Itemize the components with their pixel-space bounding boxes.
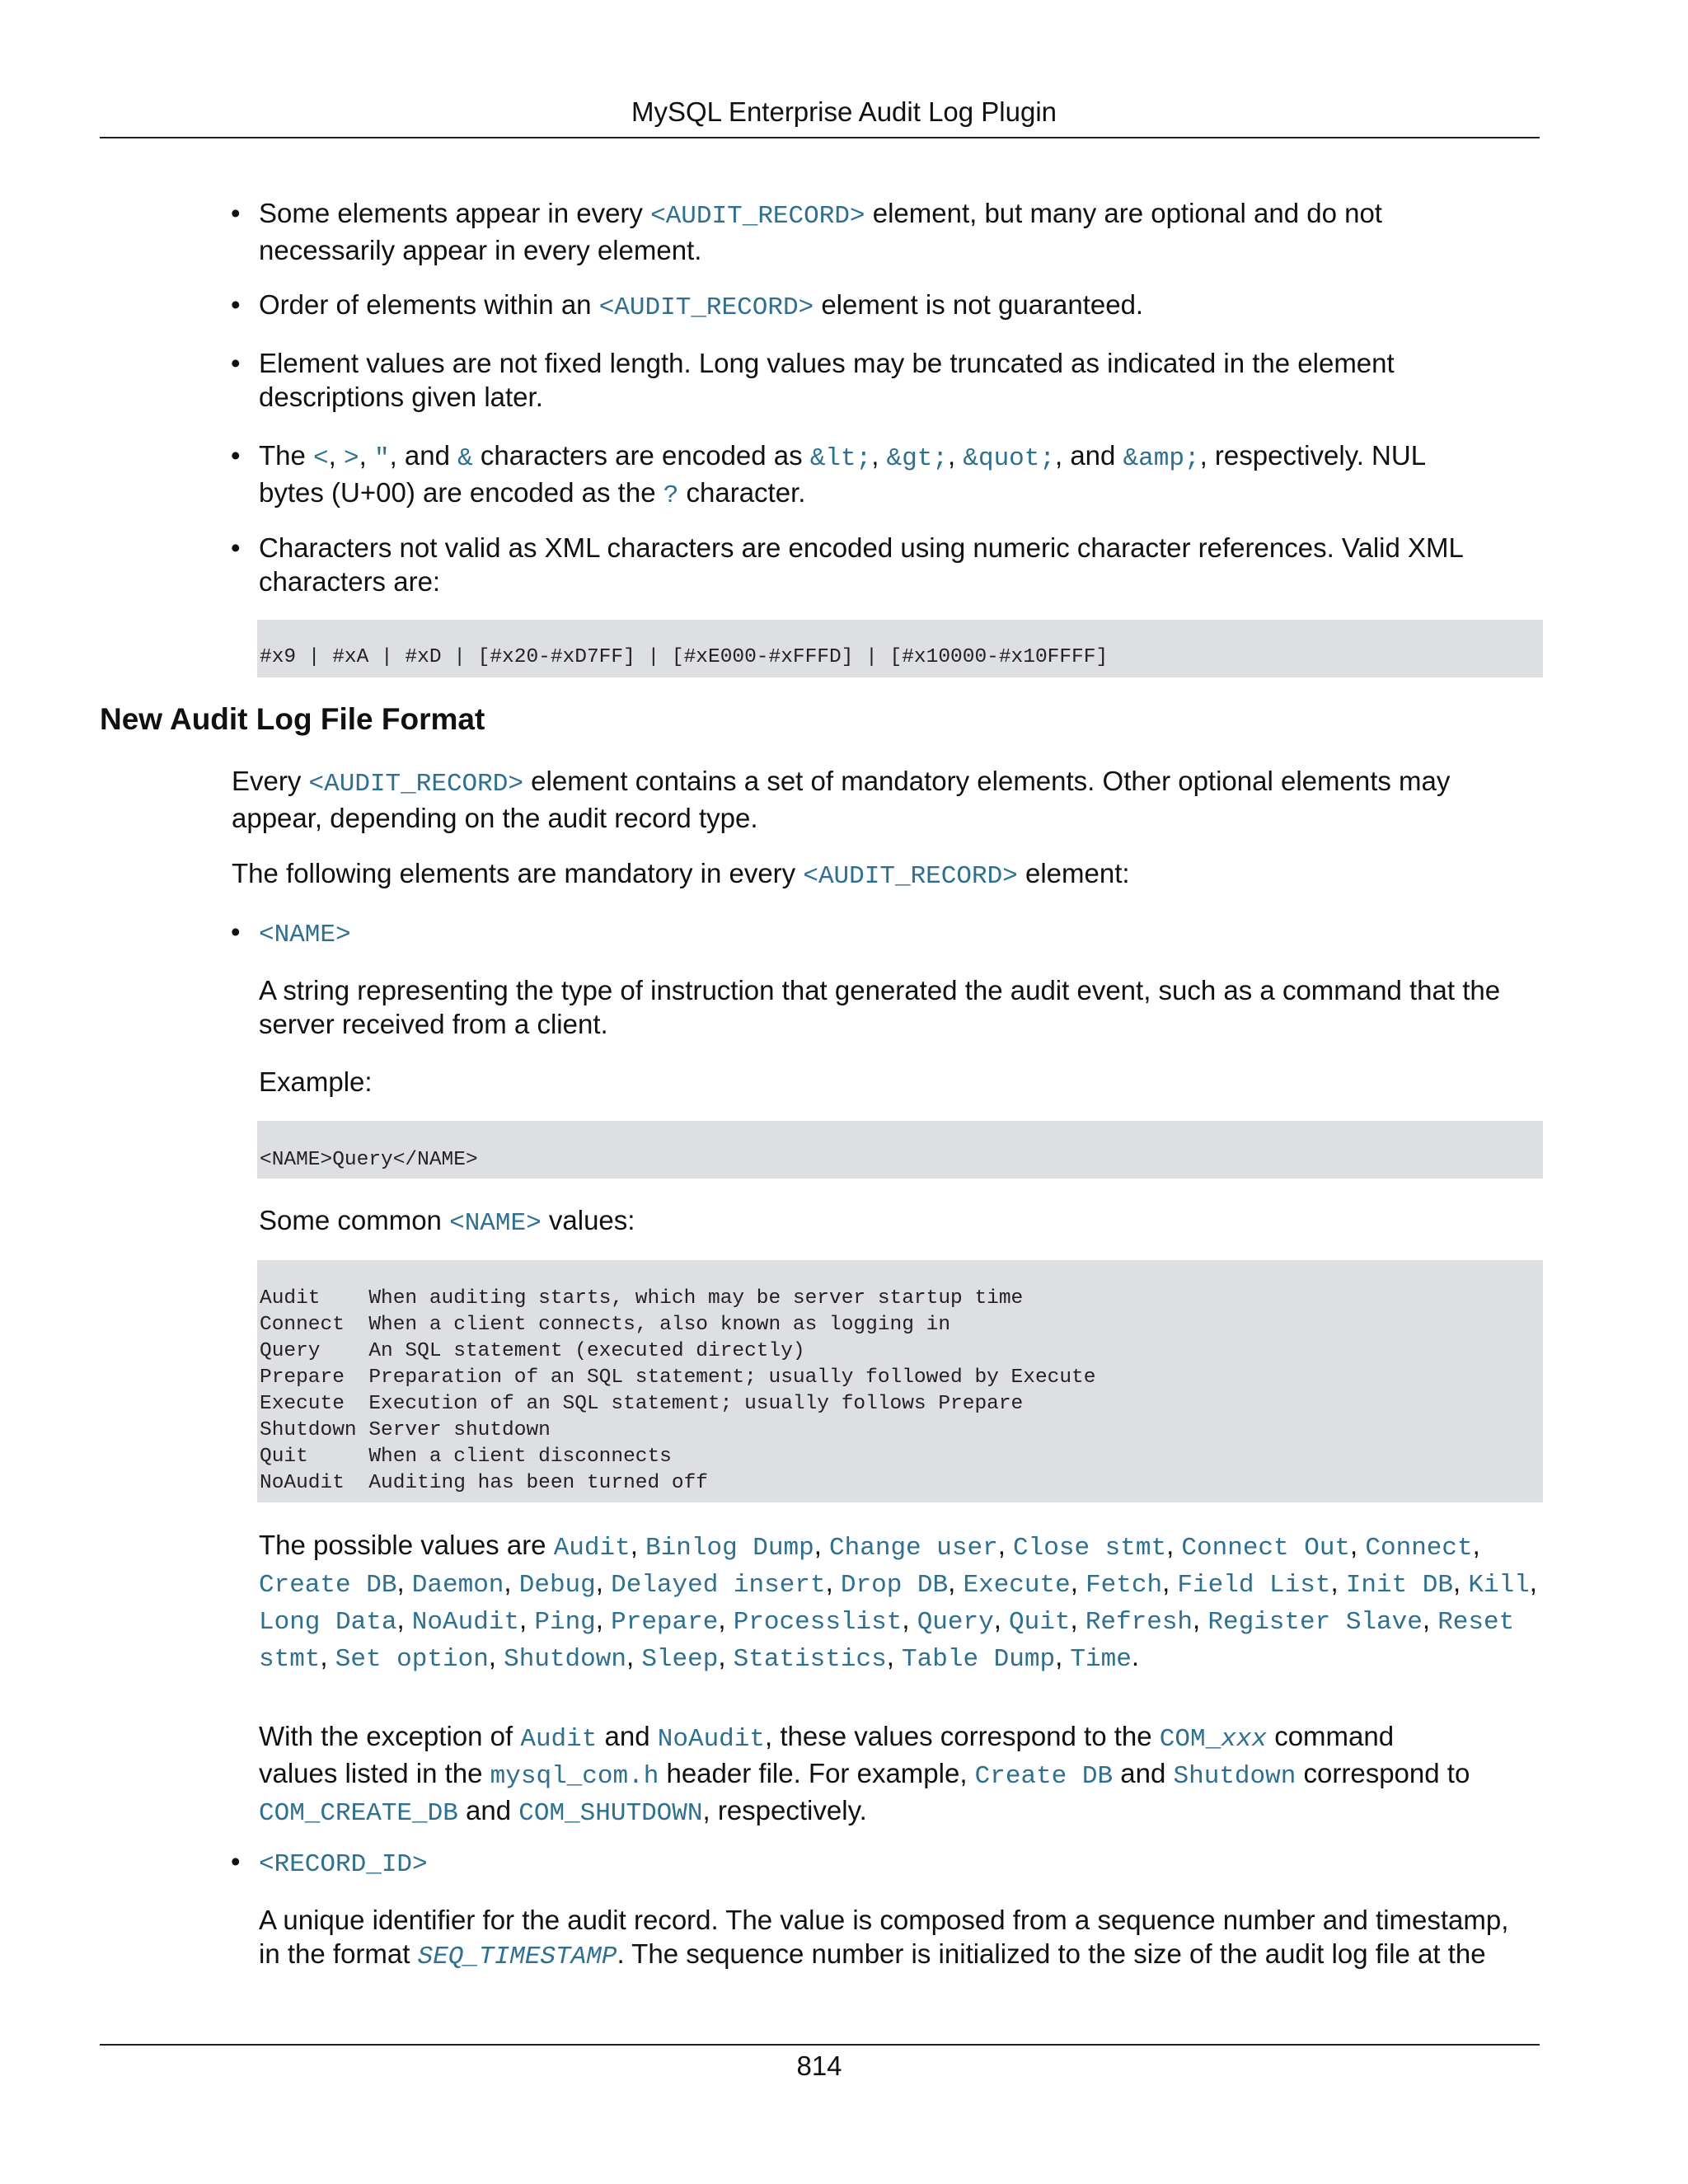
- bullet-marker: •: [231, 289, 241, 320]
- code-entity-amp: &amp;: [1123, 444, 1200, 473]
- list-item-text: Element values are not fixed length. Long values may be truncated as indicated in the element: [259, 348, 1395, 378]
- possible-value: Change user: [829, 1534, 998, 1563]
- possible-value: Set option: [335, 1645, 489, 1674]
- possible-value: Delayed insert: [611, 1571, 826, 1600]
- bullet-marker: •: [231, 348, 241, 378]
- possible-value: Daemon: [411, 1571, 504, 1600]
- code-audit-record: <AUDIT_RECORD>: [598, 293, 814, 322]
- bullet-marker: •: [231, 916, 241, 947]
- code-entity-quot: &quot;: [963, 444, 1055, 473]
- intro-text: Every <AUDIT_RECORD> element contains a set of mandatory elements. Other optional elements may: [232, 766, 1451, 799]
- possible-value: Query: [917, 1608, 994, 1637]
- element-name-tag: [259, 915, 351, 952]
- possible-value: NoAudit: [411, 1608, 520, 1637]
- code-question: ?: [663, 481, 679, 510]
- list-item-text: Characters not valid as XML characters are encoded using numeric character references. Valid XML: [259, 532, 1464, 563]
- example-label: Example:: [259, 1066, 373, 1097]
- possible-value: Debug: [518, 1571, 596, 1600]
- possible-value: Time: [1070, 1645, 1132, 1674]
- exception-text-cont: values listed in the mysql_com.h header file. For example, Create DB and Shutdown correspond to: [259, 1758, 1470, 1791]
- possible-value: Execute: [963, 1571, 1071, 1600]
- record-id-description: [259, 1903, 1561, 1974]
- list-item: [259, 531, 1545, 598]
- possible-value: Init DB: [1345, 1571, 1454, 1600]
- code-lt: <: [313, 444, 329, 473]
- code-create-db: Create DB: [974, 1762, 1114, 1791]
- bullet-marker: •: [231, 1846, 241, 1877]
- possible-value: Kill: [1468, 1571, 1530, 1600]
- code-block-common-values: Audit When auditing starts, which may be server startup time Connect When a client connects, also known as logging in Query An SQL statement (executed directly) Prepare Preparation of an SQL statement; usually followed by Execute Execute Execution of an SQL statement; usually follows Prepare Shutdown Server shutdown Quit When a client disconnects NoAudit Auditing has been turned off: [257, 1260, 1543, 1502]
- code-com-xxx: COM_xxx: [1159, 1725, 1268, 1754]
- code-block-name-example: <NAME>Query</NAME>: [257, 1121, 1543, 1179]
- possible-value: Statistics: [733, 1645, 887, 1674]
- list-item: [259, 288, 1545, 325]
- intro-text-cont: appear, depending on the audit record type.: [232, 803, 758, 833]
- code-shutdown: Shutdown: [1173, 1762, 1296, 1791]
- description-text: A unique identifier for the audit record. The value is composed from a sequence number and timestamp,: [259, 1905, 1509, 1935]
- code-audit-record: <AUDIT_RECORD>: [650, 202, 865, 231]
- exception-paragraph: [259, 1719, 1561, 1830]
- code-entity-lt: &lt;: [809, 444, 872, 473]
- code-entity-gt: &gt;: [886, 444, 949, 473]
- code-noaudit: NoAudit: [657, 1725, 765, 1754]
- possible-value: Ping: [534, 1608, 596, 1637]
- description-text: A string representing the type of instruction that generated the audit event, such as a command that the: [259, 975, 1501, 1005]
- possible-value: Processlist: [733, 1608, 903, 1637]
- element-record-id-tag: [259, 1844, 428, 1882]
- possible-value: Audit: [553, 1534, 631, 1563]
- section-heading: New Audit Log File Format: [100, 702, 485, 736]
- bullet-marker: •: [231, 532, 241, 563]
- common-values-intro: [259, 1203, 635, 1240]
- possible-value: Fetch: [1085, 1571, 1163, 1600]
- possible-value: Refresh: [1085, 1608, 1193, 1637]
- code-gt: >: [344, 444, 359, 473]
- header-divider: [100, 137, 1540, 138]
- code-block-xml-chars: #x9 | #xA | #xD | [#x20-#xD7FF] | [#xE000-#xFFFD] | [#x10000-#x10FFFF]: [257, 620, 1543, 677]
- list-item: [259, 196, 1545, 267]
- possible-value: Sleep: [641, 1645, 719, 1674]
- list-item-text-cont: characters are:: [259, 566, 441, 597]
- possible-values-text: The possible values are Audit, Binlog Dump, Change user, Close stmt, Connect Out, Connect, Create DB, Daemon, Debug, Delayed insert, Drop DB, Execute, Fetch, Field List, Init DB, Kill, Long Data, NoAudit, Ping, Prepare, Processlist, Query, Quit, Refresh, Register Slave, Reset stmt, Set option, Shutdown, Sleep, Statistics, Table Dump, Time.: [259, 1530, 1537, 1674]
- code-quot: ": [373, 444, 390, 473]
- footer-divider: [100, 2044, 1540, 2046]
- possible-values-paragraph: [259, 1528, 1549, 1676]
- possible-value: Reset stmt: [259, 1608, 1515, 1674]
- code-record-id-tag: <RECORD_ID>: [259, 1850, 428, 1879]
- exception-text: With the exception of Audit and NoAudit, these values correspond to the COM_xxx command: [259, 1721, 1395, 1754]
- possible-value: Connect: [1365, 1534, 1473, 1563]
- list-item-text: Order of elements within an <AUDIT_RECORD> element is not guaranteed.: [259, 289, 1144, 322]
- code-seq-timestamp: SEQ_TIMESTAMP: [417, 1943, 617, 1971]
- possible-value: Create DB: [259, 1571, 397, 1600]
- exception-text-cont: COM_CREATE_DB and COM_SHUTDOWN, respectively.: [259, 1795, 867, 1828]
- description-text-cont: server received from a client.: [259, 1009, 608, 1039]
- mandatory-intro: [232, 856, 1550, 893]
- list-item-text: Some elements appear in every <AUDIT_RECORD> element, but many are optional and do not: [259, 198, 1382, 231]
- section-intro: [232, 764, 1550, 835]
- common-values-text: Some common <NAME> values:: [259, 1205, 635, 1238]
- list-item-text-cont: descriptions given later.: [259, 382, 543, 412]
- possible-value: Shutdown: [504, 1645, 626, 1674]
- possible-value: Long Data: [259, 1608, 397, 1637]
- page-header: MySQL Enterprise Audit Log Plugin: [631, 96, 1057, 127]
- name-description: [259, 973, 1561, 1041]
- possible-value: Quit: [1009, 1608, 1071, 1637]
- code-mysql-com-h: mysql_com.h: [490, 1762, 659, 1791]
- list-item-text: The <, >, ", and & characters are encoded as &lt;, &gt;, &quot;, and &amp;, respectively. NUL: [259, 440, 1427, 473]
- possible-value: Connect Out: [1181, 1534, 1351, 1563]
- possible-value: Table Dump: [902, 1645, 1056, 1674]
- list-item-text-cont: bytes (U+00) are encoded as the ? character.: [259, 477, 806, 510]
- code-name-tag: <NAME>: [259, 921, 351, 949]
- code-name-tag: <NAME>: [449, 1209, 542, 1238]
- code-audit: Audit: [520, 1725, 598, 1754]
- list-item: [259, 346, 1545, 414]
- bullet-marker: •: [231, 440, 241, 471]
- possible-value: Close stmt: [1013, 1534, 1167, 1563]
- code-com-create-db: COM_CREATE_DB: [259, 1799, 458, 1828]
- page-number: 814: [796, 2050, 842, 2081]
- code-audit-record: <AUDIT_RECORD>: [803, 862, 1018, 891]
- list-item: [259, 438, 1545, 513]
- code-com-shutdown: COM_SHUTDOWN: [518, 1799, 703, 1828]
- description-text-cont: in the format SEQ_TIMESTAMP. The sequence number is initialized to the size of the audit log file at the: [259, 1938, 1486, 1971]
- bullet-marker: •: [231, 198, 241, 228]
- code-audit-record: <AUDIT_RECORD>: [308, 770, 523, 799]
- possible-value: Prepare: [611, 1608, 719, 1637]
- possible-value: Drop DB: [840, 1571, 949, 1600]
- list-item-text-cont: necessarily appear in every element.: [259, 235, 702, 265]
- code-amp: &: [457, 444, 473, 473]
- possible-value: Field List: [1177, 1571, 1331, 1600]
- mandatory-text: The following elements are mandatory in every <AUDIT_RECORD> element:: [232, 858, 1130, 891]
- possible-value: Binlog Dump: [645, 1534, 814, 1563]
- possible-value: Register Slave: [1207, 1608, 1423, 1637]
